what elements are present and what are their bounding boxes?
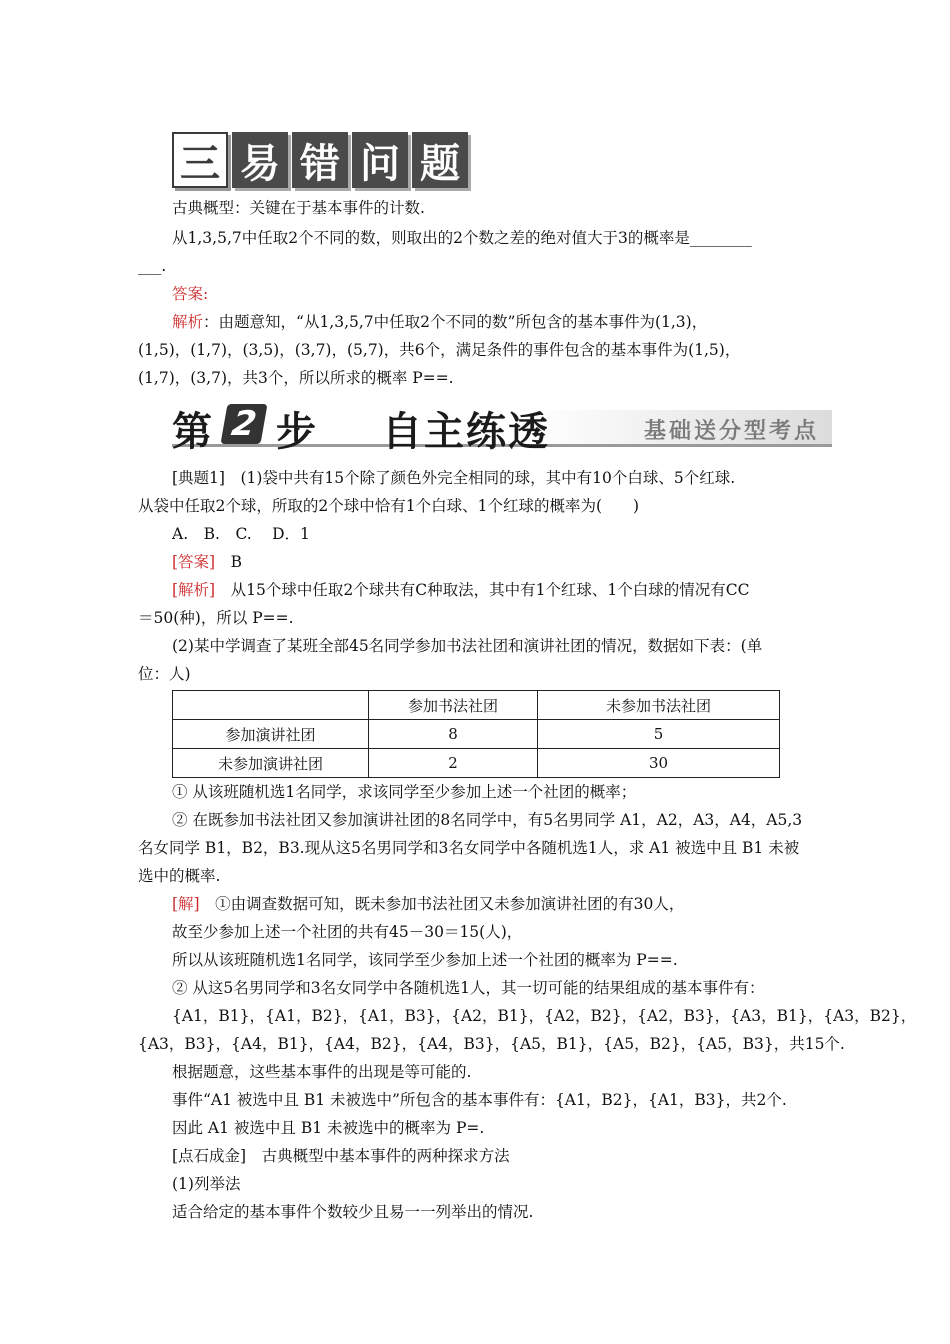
problem-line: 从袋中任取2个球，所取的2个球中恰有1个白球、1个红球的概率为( ) [138,497,640,515]
problem-analysis: ＝50(种)，所以 P==. [138,609,294,627]
header-step-char: 步 [276,409,318,455]
question-line: 从1,3,5,7中任取2个不同的数，则取出的2个数之差的绝对值大于3的概率是________ [172,229,752,247]
table-cell: 5 [538,720,780,749]
table-cell: 未参加书法社团 [538,691,780,720]
solution-line: ② 从这5名男同学和3名女同学中各随机选1人，其一切可能的结果组成的基本事件有： [172,979,765,997]
table-cell [173,691,369,720]
table-cell: 参加书法社团 [369,691,538,720]
answer-label: 答案: [172,285,209,303]
header-char-box: 易 [232,132,288,188]
problem-options: A. B. C. D．1 [172,525,310,543]
table-cell: 参加演讲社团 [173,720,369,749]
table-cell: 8 [369,720,538,749]
analysis-text: ：由题意知，“从1,3,5,7中任取2个不同的数”所包含的基本事件为(1,3)， [203,313,708,331]
problem-answer [172,552,838,572]
solution-line: 因此 A1 被选中且 B1 未被选中的概率为 P=. [172,1119,485,1137]
header-char-box: 题 [412,132,468,188]
question-2: ② 在既参加书法社团又参加演讲社团的8名同学中，有5名男同学 A1，A2，A3，A4，A5,3 [172,811,803,829]
solution-line: 根据题意，这些基本事件的出现是等可能的. [172,1063,472,1081]
table-row [173,691,780,720]
question-2: 名女同学 B1，B2，B3.现从这5名男同学和3名女同学中各随机选1人，求 A1 被选中且 B1 未被 [138,839,800,857]
analysis-text: 从15个球中任取2个球共有C种取法，其中有1个红球、1个白球的情况有CC [230,581,750,599]
question-2: 选中的概率. [138,867,221,885]
problem-part2: (2)某中学调查了某班全部45名同学参加书法社团和演讲社团的情况，数据如下表：(单 [172,637,763,655]
table-row [173,749,780,778]
section-header-mistakes [172,132,468,188]
solution-line: 所以从该班随机选1名同学，该同学至少参加上述一个社团的概率为 P==. [172,951,678,969]
analysis-line [172,312,838,332]
solution-line: {A3，B3}，{A4，B1}，{A4，B2}，{A4，B3}，{A5，B1}，{A5，B2}，{A5，B3}，共15个. [138,1035,845,1053]
solution-line: 故至少参加上述一个社团的共有45－30＝15(人)， [172,923,523,941]
analysis-label: 解析 [172,313,204,331]
problem-line: [典题1] (1)袋中共有15个除了颜色外完全相同的球，其中有10个白球、5个红球. [172,469,736,487]
topic-line: 古典概型：关键在于基本事件的计数. [172,199,425,217]
header-step-char: 第 [172,409,214,455]
question-line: ___. [138,257,167,275]
analysis-line: (1,7)，(3,7)，共3个，所以所求的概率 P==. [138,369,454,387]
survey-table [172,690,780,778]
solution-line [172,894,838,914]
solution-text: ①由调查数据可知，既未参加书法社团又未参加演讲社团的有30人， [215,895,685,913]
header-char-box: 三 [172,132,228,188]
solution-label: [解] [172,895,200,913]
header-subtitle: 基础送分型考点 [644,419,820,444]
header-char-box: 错 [292,132,348,188]
header-char-box: 问 [352,132,408,188]
analysis-label: [解析] [172,581,216,599]
tips-method: (1)列举法 [172,1175,241,1193]
table-cell: 2 [369,749,538,778]
table-row [173,720,780,749]
tips-title: [点石成金] 古典概型中基本事件的两种探求方法 [172,1147,510,1165]
answer-value: B [230,553,243,571]
analysis-line: (1,5)，(1,7)，(3,5)，(3,7)，(5,7)，共6个，满足条件的事件包含的基本事件为(1,5)， [138,341,741,359]
tips-method-desc: 适合给定的基本事件个数较少且易一一列举出的情况. [172,1203,534,1221]
solution-line: {A1，B1}，{A1，B2}，{A1，B3}，{A2，B1}，{A2，B2}，{A2，B3}，{A3，B1}，{A3，B2}， [172,1007,917,1025]
section-header-practice [172,398,832,454]
header-title: 自主练透 [382,409,550,455]
problem-part2: 位：人) [138,665,191,683]
problem-analysis [172,580,838,600]
answer-label: [答案] [172,553,216,571]
solution-line: 事件“A1 被选中且 B1 未被选中”所包含的基本事件有：{A1，B2}，{A1，B3}，共2个. [172,1091,787,1109]
table-cell: 30 [538,749,780,778]
header-step-number: 2 [220,404,267,444]
question-1: ① 从该班随机选1名同学，求该同学至少参加上述一个社团的概率； [172,783,637,801]
table-cell: 未参加演讲社团 [173,749,369,778]
